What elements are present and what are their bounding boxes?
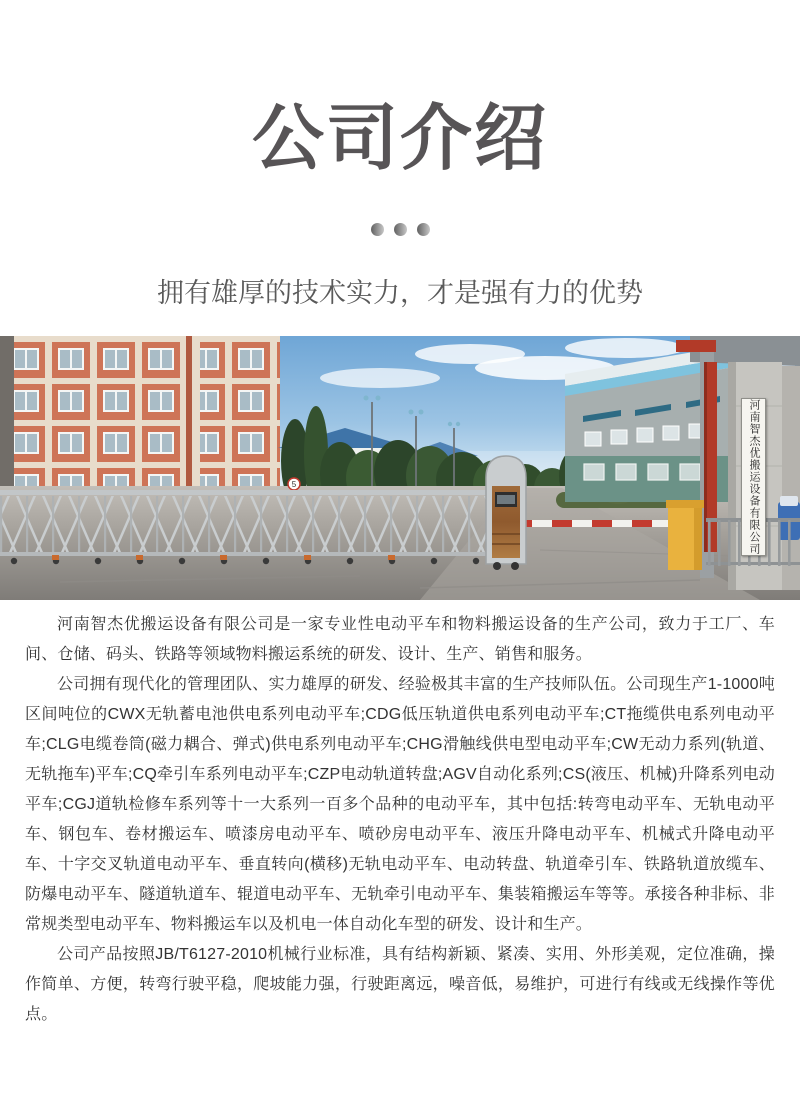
header [0,99,800,309]
svg-text:5: 5 [291,480,297,490]
about-paragraph-1: 河南智杰优搬运设备有限公司是一家专业性电动平车和物料搬运设备的生产公司，致力于工厂、车间、仓储、码头、铁路等领域物料搬运系统的研发、设计、生产、销售和服务。 [25,616,775,664]
dot-icon [394,223,407,236]
dot-icon [371,223,384,236]
gate-sign: 河南智杰优搬运设备有限公司 [741,398,766,556]
accordion-gate [0,490,500,564]
about-section [25,610,775,1030]
page-subtitle: 拥有雄厚的技术实力，才是强有力的优势 [157,277,643,308]
factory-entrance-photo [0,336,800,600]
about-paragraph-3: 公司产品按照JB/T6127-2010机械行业标准，具有结构新颖、紧凑、实用、外形美观，定位准确，操作简单、方便，转弯行驶平稳，爬坡能力强，行驶距离远，噪音低，易维护，可进行有线或无线操作等优点。 [25,946,775,1024]
gate-drive-unit [486,456,526,570]
speed-limit-sign [288,478,300,490]
company-intro-page [0,99,800,1110]
decorative-dots [371,223,430,236]
dot-icon [417,223,430,236]
factory-scene [0,336,800,600]
about-paragraph-2: 公司拥有现代化的管理团队、实力雄厚的研发、经验极其丰富的生产技师队伍。公司现生产1-1000吨区间吨位的CWX无轨蓄电池供电系列电动平车;CDG低压轨道供电系列电动平车;CT拖缆供电系列电动平车;CLG电缆卷筒(磁力耦合、弹式)供电系列电动平车;CHG滑触线供电型电动平车;CW无动力系列(轨道、无轨拖车)平车;CQ牵引车系列电动平车;CZP电动轨道转盘;AGV自动化系列;CS(液压、机械)升降系列电动平车;CGJ道轨检修车系列等十一大系列一百多个品种的电动平车，其中包括:转弯电动平车、无轨电动平车、钢包车、卷材搬运车、喷漆房电动平车、喷砂房电动平车、液压升降电动平车、机械式升降电动平车、十字交叉轨道电动平车、垂直转向(横移)无轨电动平车、电动转盘、轨道牵引车、铁路轨道放缆车、防爆电动平车、隧道轨道车、辊道电动平车、无轨牵引电动平车、集装箱搬运车等等。承接各种非标、非常规类型电动平车、物料搬运车以及机电一体自动化车型的研发、设计和生产。 [25,676,775,934]
page-title: 公司介绍 [251,99,548,179]
